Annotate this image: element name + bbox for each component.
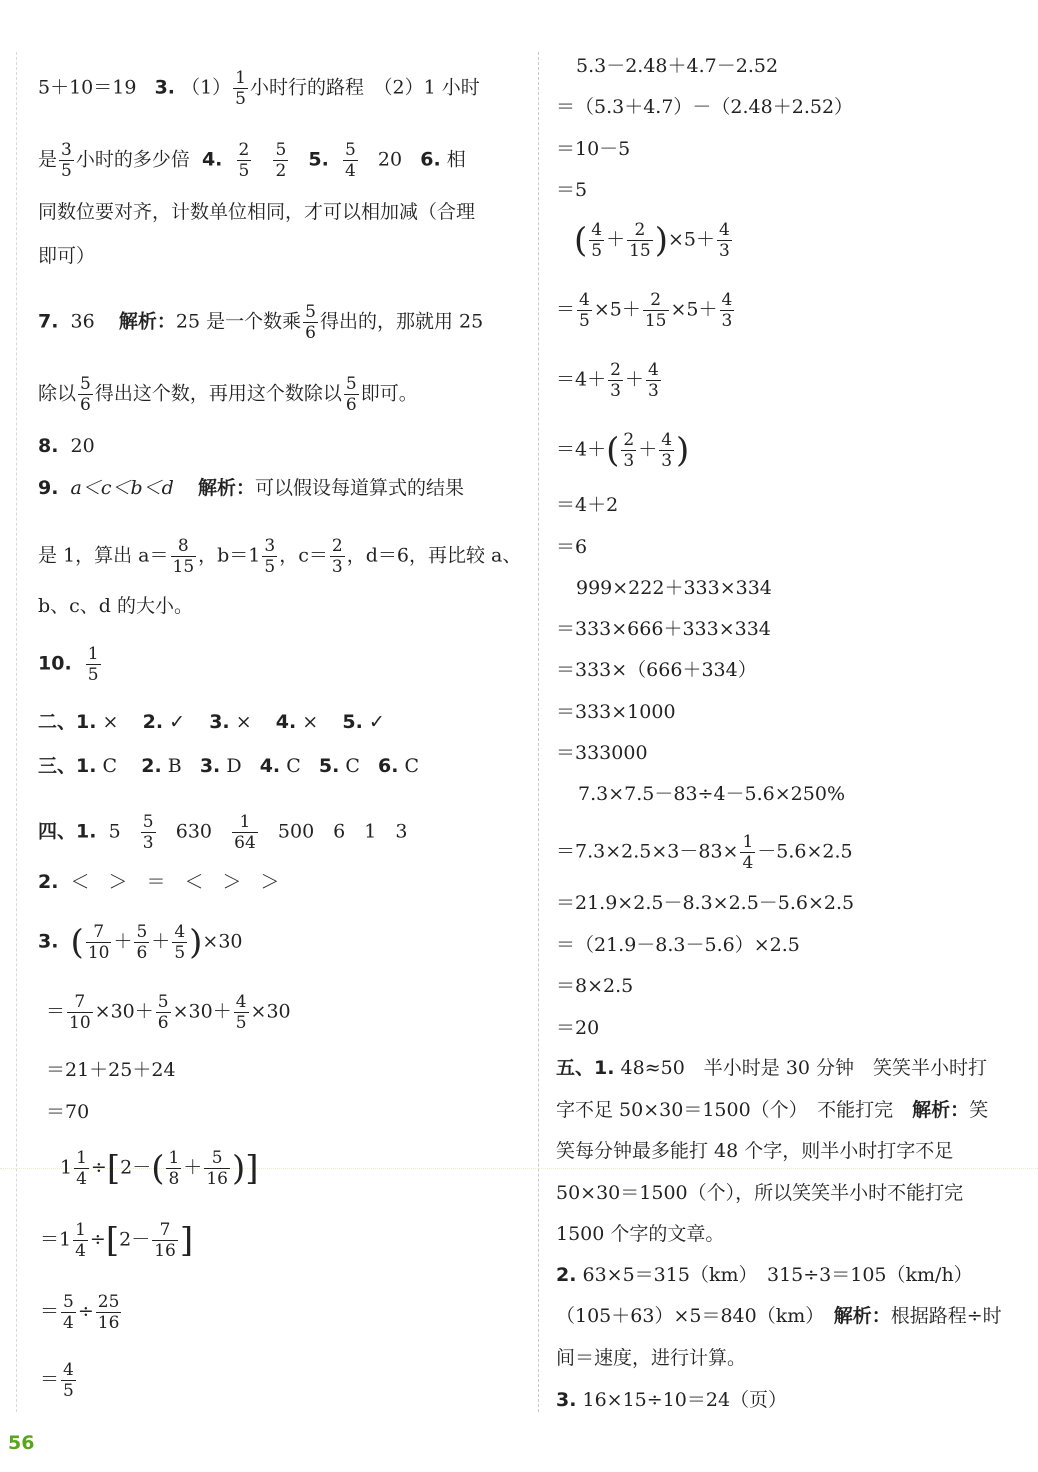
fraction: $\frac{1}{8}$: [168, 1148, 180, 1189]
calc-line: ＝ $\frac{5}{4}$ ÷ $\frac{25}{16}$: [40, 1292, 120, 1333]
fraction: $\frac{3}{5}$: [264, 536, 276, 577]
fraction: $\frac{1}{5}$: [235, 68, 246, 109]
calc-line: 1 $\frac{1}{4}$ ÷[2－( $\frac{1}{8}$ ＋ $\frac{5}{16}$ )]: [60, 1148, 259, 1189]
calc-line: ＝1 $\frac{1}{4}$ ÷[2－ $\frac{7}{16}$ ]: [40, 1220, 194, 1261]
answer-line: 同数位要对齐，计数单位相同，才可以相加减（合理: [38, 201, 476, 223]
item-number: 4.: [201, 148, 223, 171]
calc-line: ＝5: [556, 179, 588, 201]
fraction: $\frac{4}{5}$: [579, 290, 590, 331]
analysis-label: 解析：: [833, 1305, 891, 1327]
page-edge-line: [16, 52, 17, 1412]
fraction: $\frac{5}{4}$: [63, 1292, 74, 1333]
calc-line: 999×222＋333×334: [576, 577, 772, 599]
item-number: 2.: [556, 1264, 577, 1286]
fraction: $\frac{1}{5}$: [87, 644, 99, 685]
fraction: $\frac{5}{6}$: [305, 302, 316, 343]
page-number: 56: [8, 1432, 35, 1454]
fraction: $\frac{7}{10}$: [69, 992, 91, 1033]
answer-line: 四、1. 5 $\frac{5}{3}$ 630 $\frac{1}{64}$ 500 6 1 3: [38, 812, 408, 853]
calc-line: ＝4＋( $\frac{2}{3}$ ＋ $\frac{4}{3}$ ): [556, 430, 690, 471]
fraction: $\frac{5}{16}$: [206, 1148, 228, 1189]
fraction: $\frac{5}{2}$: [275, 140, 287, 181]
analysis-label: 解析：: [912, 1099, 970, 1121]
fraction: $\frac{4}{5}$: [174, 922, 186, 963]
fraction: $\frac{5}{3}$: [142, 812, 154, 853]
fraction: $\frac{1}{64}$: [234, 812, 256, 853]
answer-line: 即可）: [38, 245, 96, 267]
section-label: 五、: [556, 1057, 595, 1079]
calc-line: ＝333×1000: [556, 701, 676, 723]
calc-line: 3. ( $\frac{7}{10}$ ＋ $\frac{5}{6}$ ＋ $\frac{4}{5}$ )×30: [38, 922, 243, 963]
item-number: 9.: [38, 477, 59, 499]
calc-line: ＝ $\frac{7}{10}$ ×30＋ $\frac{5}{6}$ ×30＋ $\frac{4}{5}$ ×30: [46, 992, 291, 1033]
answer-line: 50×30＝1500（个），所以笑笑半小时不能打完: [556, 1182, 964, 1204]
column-divider: [538, 52, 539, 1412]
calc-line: ＝21.9×2.5－8.3×2.5－5.6×2.5: [556, 892, 855, 914]
answer-line: 2. ＜ ＞ ＝ ＜ ＞ ＞: [38, 871, 280, 893]
answer-line: b、c、d 的大小。: [38, 595, 194, 617]
item-number: 7.: [38, 310, 59, 333]
fraction: $\frac{3}{5}$: [61, 140, 72, 181]
fraction: $\frac{2}{5}$: [238, 140, 250, 181]
item-number: 8.: [38, 435, 59, 457]
calc-line: ＝ $\frac{4}{5}$ ×5＋ $\frac{2}{15}$ ×5＋ $\frac{4}{3}$: [556, 290, 733, 331]
analysis-label: 解析：: [198, 477, 256, 499]
answer-line: 7. 36 解析：25 是一个数乘 $\frac{5}{6}$ 得出的，那就用 25: [38, 302, 484, 343]
calc-line: ( $\frac{4}{5}$ ＋ $\frac{2}{15}$ )×5＋ $\frac{4}{3}$: [574, 220, 730, 261]
calc-line: ＝21＋25＋24: [46, 1059, 176, 1081]
answer-line: 字不足 50×30＝1500（个） 不能打完 解析：笑: [556, 1099, 989, 1121]
answer-line: 8. 20: [38, 435, 95, 457]
fraction: $\frac{2}{15}$: [629, 220, 651, 261]
fraction: $\frac{2}{3}$: [623, 430, 635, 471]
answer-line: 笑每分钟最多能打 48 个字，则半小时打字不足: [556, 1140, 954, 1162]
calc-line: ＝20: [556, 1017, 600, 1039]
fraction: $\frac{2}{3}$: [610, 360, 621, 401]
section-label: 二、: [38, 711, 77, 733]
answer-line: 5＋10＝19 3. （1） $\frac{1}{5}$ 小时行的路程 （2）1 小时: [38, 68, 480, 109]
calc-line: ＝8×2.5: [556, 975, 634, 997]
analysis-label: 解析：: [118, 310, 176, 333]
answer-line: （105＋63）×5＝840（km） 解析：根据路程÷时: [556, 1305, 1002, 1327]
calc-line: ＝7.3×2.5×3－83× $\frac{1}{4}$ －5.6×2.5: [556, 832, 853, 873]
calc-line: ＝333000: [556, 742, 648, 764]
calc-line: 7.3×7.5－83÷4－5.6×250%: [578, 783, 845, 805]
fraction: $\frac{1}{4}$: [76, 1148, 87, 1189]
answer-line: 是 1，算出 a＝ $\frac{8}{15}$ ，b＝1 $\frac{3}{5}$ ，c＝ $\frac{2}{3}$ ，d＝6，再比较 a、: [38, 536, 522, 577]
fraction: $\frac{5}{6}$: [80, 374, 91, 415]
calc-line: ＝（21.9－8.3－5.6）×2.5: [556, 934, 800, 956]
item-number: 6.: [420, 148, 441, 171]
calc-line: ＝6: [556, 536, 588, 558]
calc-line: ＝10－5: [556, 138, 631, 160]
fraction: $\frac{1}{4}$: [742, 832, 754, 873]
fraction: $\frac{4}{3}$: [719, 220, 730, 261]
item-number: 10.: [38, 652, 72, 675]
calc-line: ＝333×（666＋334）: [556, 659, 757, 681]
fraction: $\frac{2}{15}$: [644, 290, 667, 331]
answer-line: 9. a＜c＜b＜d 解析：可以假设每道算式的结果: [38, 477, 465, 499]
section-label: 三、: [38, 755, 77, 777]
item-number: 3.: [556, 1389, 577, 1411]
fraction: $\frac{4}{5}$: [591, 220, 603, 261]
answer-line: 3. 16×15÷10＝24（页）: [556, 1389, 788, 1411]
answer-line: 2. 63×5＝315（km） 315÷3＝105（km/h）: [556, 1264, 973, 1286]
answer-line: 1500 个字的文章。: [556, 1223, 725, 1245]
fraction: $\frac{7}{16}$: [154, 1220, 176, 1261]
judgement-answers: 二、1. × 2. ✓ 3. × 4. × 5. ✓: [38, 711, 385, 733]
fraction: $\frac{5}{6}$: [345, 374, 357, 415]
item-number: 2.: [38, 871, 59, 893]
fraction: $\frac{2}{3}$: [331, 536, 343, 577]
answer-line: 五、1. 48≈50 半小时是 30 分钟 笑笑半小时打: [556, 1057, 988, 1079]
fraction: $\frac{4}{3}$: [721, 290, 733, 331]
answer-line: [38, 644, 103, 685]
calc-line: ＝333×666＋333×334: [556, 618, 771, 640]
answer-line: 是 $\frac{3}{5}$ 小时的多少倍 4. $\frac{2}{5}$ $\frac{5}{2}$ 5. $\frac{5}{4}$ 20 6. 相: [38, 140, 466, 181]
fraction: $\frac{4}{3}$: [661, 430, 673, 471]
item-number: 3.: [154, 76, 176, 99]
fraction: $\frac{4}{5}$: [235, 992, 247, 1033]
item-number: 3.: [38, 930, 59, 953]
calc-line: ＝4＋ $\frac{2}{3}$ ＋ $\frac{4}{3}$: [556, 360, 659, 401]
item-number: 5.: [308, 148, 329, 171]
calc-line: ＝ $\frac{4}{5}$: [40, 1360, 74, 1401]
calc-line: ＝（5.3＋4.7）－（2.48＋2.52）: [556, 96, 854, 118]
answer-line: 间＝速度，进行计算。: [556, 1347, 747, 1369]
fraction: $\frac{4}{5}$: [63, 1360, 74, 1401]
section-label: 四、: [38, 820, 77, 843]
calc-line: ＝4＋2: [556, 494, 619, 516]
fraction: $\frac{5}{6}$: [136, 922, 148, 963]
fraction: $\frac{5}{4}$: [344, 140, 356, 181]
fraction: $\frac{8}{15}$: [172, 536, 195, 577]
fraction: $\frac{1}{4}$: [75, 1220, 86, 1261]
fraction: $\frac{25}{16}$: [97, 1292, 120, 1333]
choice-answers: 三、1. C 2. B 3. D 4. C 5. C 6. C: [38, 755, 420, 777]
fraction: $\frac{5}{6}$: [157, 992, 169, 1033]
answer-line: 除以 $\frac{5}{6}$ 得出这个数，再用这个数除以 $\frac{5}{6}$ 即可。: [38, 374, 418, 415]
calc-line: 5.3－2.48＋4.7－2.52: [576, 55, 779, 77]
fraction: $\frac{7}{10}$: [87, 922, 110, 963]
calc-line: ＝70: [46, 1101, 90, 1123]
fraction: $\frac{4}{3}$: [647, 360, 659, 401]
